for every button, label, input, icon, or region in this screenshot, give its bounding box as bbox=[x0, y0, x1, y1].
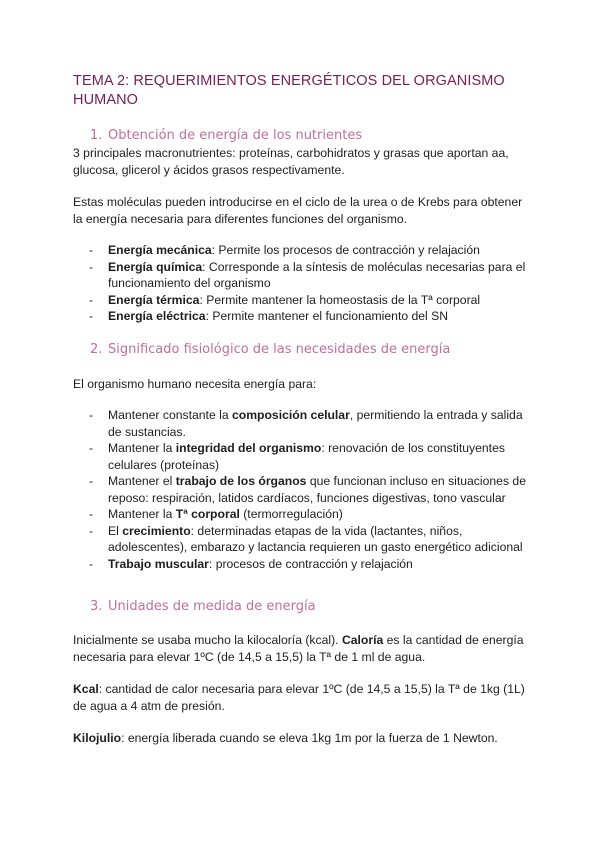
section-3-paragraph-2: Kcal: cantidad de calor necesaria para elevar 1ºC (de 14,5 a 15,5) la Tª de 1kg (1L) de agua a 4 atm de presión. bbox=[73, 682, 525, 713]
list-item: - Energía térmica: Permite mantener la homeostasis de la Tª corporal bbox=[89, 292, 481, 307]
bullet-dash: - bbox=[89, 523, 94, 538]
list-item: - Trabajo muscular: procesos de contracción y relajación bbox=[89, 556, 413, 571]
section-2-needs-list bbox=[89, 407, 535, 572]
section-3-paragraph-1: Inicialmente se usaba mucho la kilocaloría (kcal). Caloría es la cantidad de energía necesaria para elevar 1ºC (de 14,5 a 15,5) la Tª de 1 ml de agua. bbox=[73, 633, 524, 664]
bullet-dash: - bbox=[89, 309, 94, 323]
section-2-paragraph-1: El organismo humano necesita energía para: bbox=[73, 377, 317, 391]
bullet-dash: - bbox=[89, 259, 94, 274]
document-title: TEMA 2: REQUERIMIENTOS ENERGÉTICOS DEL ORGANISMO HUMANO bbox=[73, 73, 505, 108]
list-item: - Energía química: Corresponde a la síntesis de moléculas necesarias para el funcionamiento del organismo bbox=[89, 259, 526, 290]
section-3-heading-text: Unidades de medida de energía bbox=[108, 599, 316, 614]
bullet-dash: - bbox=[89, 507, 94, 521]
bullet-dash: - bbox=[89, 441, 94, 455]
list-item-term: Trabajo muscular bbox=[108, 556, 209, 571]
section-2-number: 2. bbox=[90, 342, 103, 357]
bullet-dash: - bbox=[89, 556, 94, 571]
list-item: - El crecimiento: determinadas etapas de la vida (lactantes, niños, adolescentes), embarazo y lactancia requieren un gasto energético adicional bbox=[89, 523, 523, 554]
section-1-heading-text: Obtención de energía de los nutrientes bbox=[108, 128, 363, 143]
list-item-term: Tª corporal bbox=[175, 507, 240, 521]
list-item-term: crecimiento bbox=[122, 523, 191, 538]
list-item: - Energía eléctrica: Permite mantener el funcionamiento del SN bbox=[89, 309, 449, 323]
list-item: - Mantener el trabajo de los órganos que funcionan incluso en situaciones de reposo: respiración, latidos cardíacos, funciones digestivas, tono vascular bbox=[89, 474, 526, 505]
section-3-number: 3. bbox=[90, 599, 103, 614]
list-item-term: composición celular bbox=[231, 408, 350, 422]
list-item: - Mantener la integridad del organismo: renovación de los constituyentes celulares (proteínas) bbox=[89, 441, 505, 472]
list-item: - Mantener la Tª corporal (termorregulación) bbox=[89, 507, 343, 521]
section-1-number: 1. bbox=[90, 128, 103, 143]
section-3-heading bbox=[90, 598, 316, 615]
list-item: - Energía mecánica: Permite los procesos de contracción y relajación bbox=[89, 243, 480, 257]
list-item-term: Energía térmica bbox=[108, 292, 200, 307]
bullet-dash: - bbox=[89, 474, 94, 488]
list-item: - Mantener constante la composición celular, permitiendo la entrada y salida de sustancias. bbox=[89, 408, 523, 439]
section-1-paragraph-2: Estas moléculas pueden introducirse en el ciclo de la urea o de Krebs para obtener la energía necesaria para diferentes funciones del organismo. bbox=[73, 195, 523, 226]
list-item-term: Energía mecánica bbox=[108, 243, 212, 257]
section-2-heading bbox=[90, 341, 450, 358]
section-1-paragraph-1: 3 principales macronutrientes: proteínas, carbohidratos y grasas que aportan aa, glucosa, glicerol y ácidos grasos respectivamente. bbox=[73, 146, 509, 177]
section-1-energy-list bbox=[89, 242, 535, 325]
list-item-term: Energía eléctrica bbox=[108, 309, 206, 323]
term-caloria: Caloría bbox=[341, 633, 384, 647]
bullet-dash: - bbox=[89, 408, 94, 422]
section-1-heading bbox=[90, 127, 362, 144]
section-3-paragraph-3: Kilojulio: energía liberada cuando se eleva 1kg 1m por la fuerza de 1 Newton. bbox=[73, 731, 498, 745]
term-kcal: Kcal bbox=[73, 682, 99, 696]
list-item-term: integridad del organismo bbox=[175, 441, 322, 455]
bullet-dash: - bbox=[89, 292, 94, 307]
list-item-term: trabajo de los órganos bbox=[175, 474, 307, 488]
bullet-dash: - bbox=[89, 243, 94, 257]
list-item-term: Energía química bbox=[108, 259, 203, 274]
section-2-heading-text: Significado fisiológico de las necesidades de energía bbox=[108, 342, 451, 357]
term-kilojulio: Kilojulio bbox=[73, 731, 122, 745]
